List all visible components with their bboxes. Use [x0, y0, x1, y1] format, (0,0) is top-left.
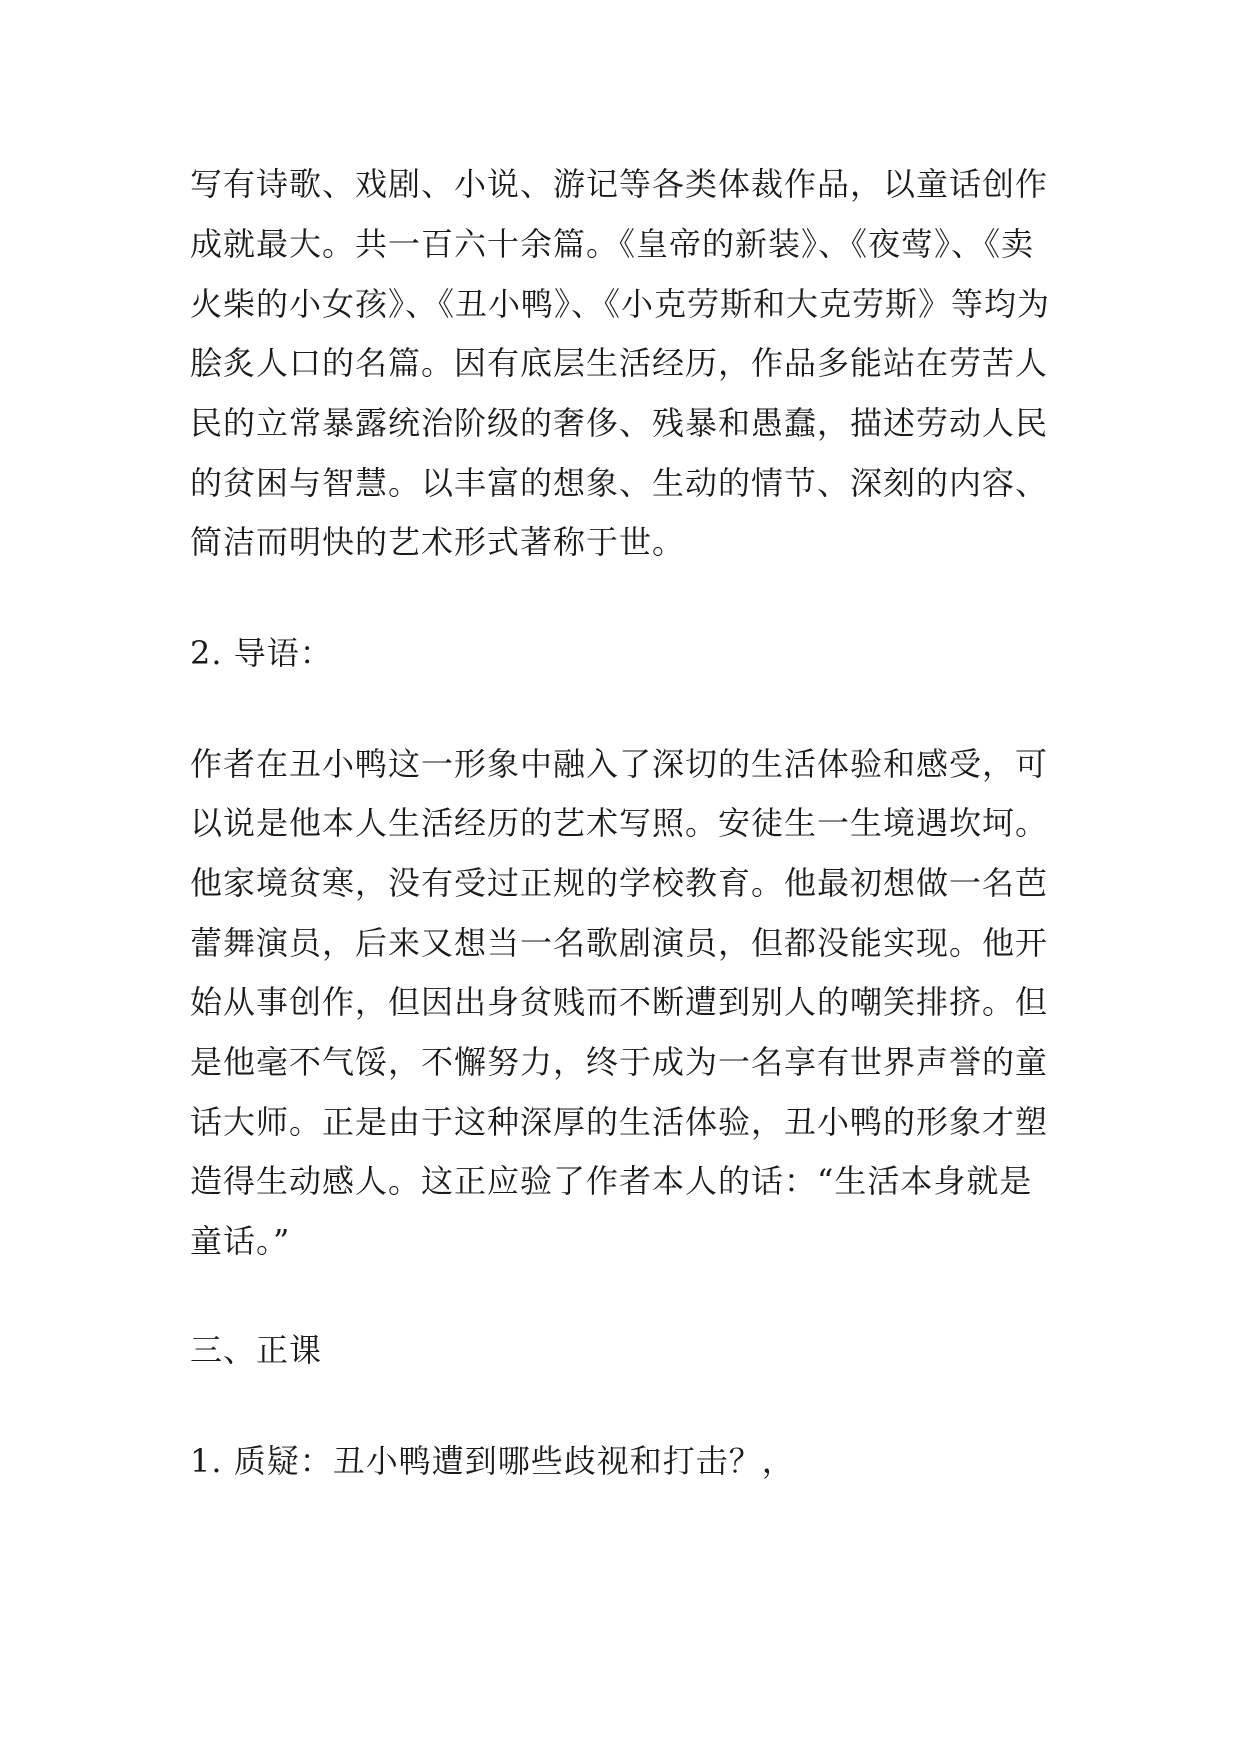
text-line: 话大师。正是由于这种深厚的生活体验，丑小鸭的形象才塑: [190, 1103, 1049, 1141]
text-line: 成就最大。共一百六十余篇。《皇帝的新装》、《夜莺》、《卖: [190, 225, 1035, 263]
text-line: 始从事创作，但因出身贫贱而不断遭到别人的嘲笑排挤。但: [190, 983, 1049, 1021]
text-line: 民的立常暴露统治阶级的奢侈、残暴和愚蠢，描述劳动人民: [190, 404, 1049, 442]
text-line: 脍炙人口的名篇。因有底层生活经历，作品多能站在劳苦人: [190, 344, 1049, 382]
heading-intro: 2. 导语：: [190, 634, 333, 672]
text-line: 蕾舞演员，后来又想当一名歌剧演员，但都没能实现。他开: [190, 924, 1049, 962]
text-line: 火柴的小女孩》、《丑小鸭》、《小克劳斯和大克劳斯》等均为: [190, 285, 1051, 323]
text-line: 童话。”: [190, 1222, 291, 1260]
text-line: 以说是他本人生活经历的艺术写照。安徒生一生境遇坎坷。: [190, 804, 1049, 842]
text-line: 作者在丑小鸭这一形象中融入了深切的生活体验和感受，可: [190, 745, 1049, 783]
text-line: 的贫困与智慧。以丰富的想象、生动的情节、深刻的内容、: [190, 464, 1049, 502]
text-line: 造得生动感人。这正应验了作者本人的话：“生活本身就是: [190, 1162, 1033, 1200]
heading-lesson: 三、正课: [190, 1331, 323, 1369]
question-item: 1. 质疑：丑小鸭遭到哪些歧视和打击？，: [190, 1442, 795, 1480]
text-line: 写有诗歌、戏剧、小说、游记等各类体裁作品，以童话创作: [190, 165, 1049, 203]
text-line: 他家境贫寒，没有受过正规的学校教育。他最初想做一名芭: [190, 864, 1049, 902]
text-line: 简洁而明快的艺术形式著称于世。: [190, 523, 686, 561]
text-line: 是他毫不气馁，不懈努力，终于成为一名享有世界声誉的童: [190, 1043, 1049, 1081]
